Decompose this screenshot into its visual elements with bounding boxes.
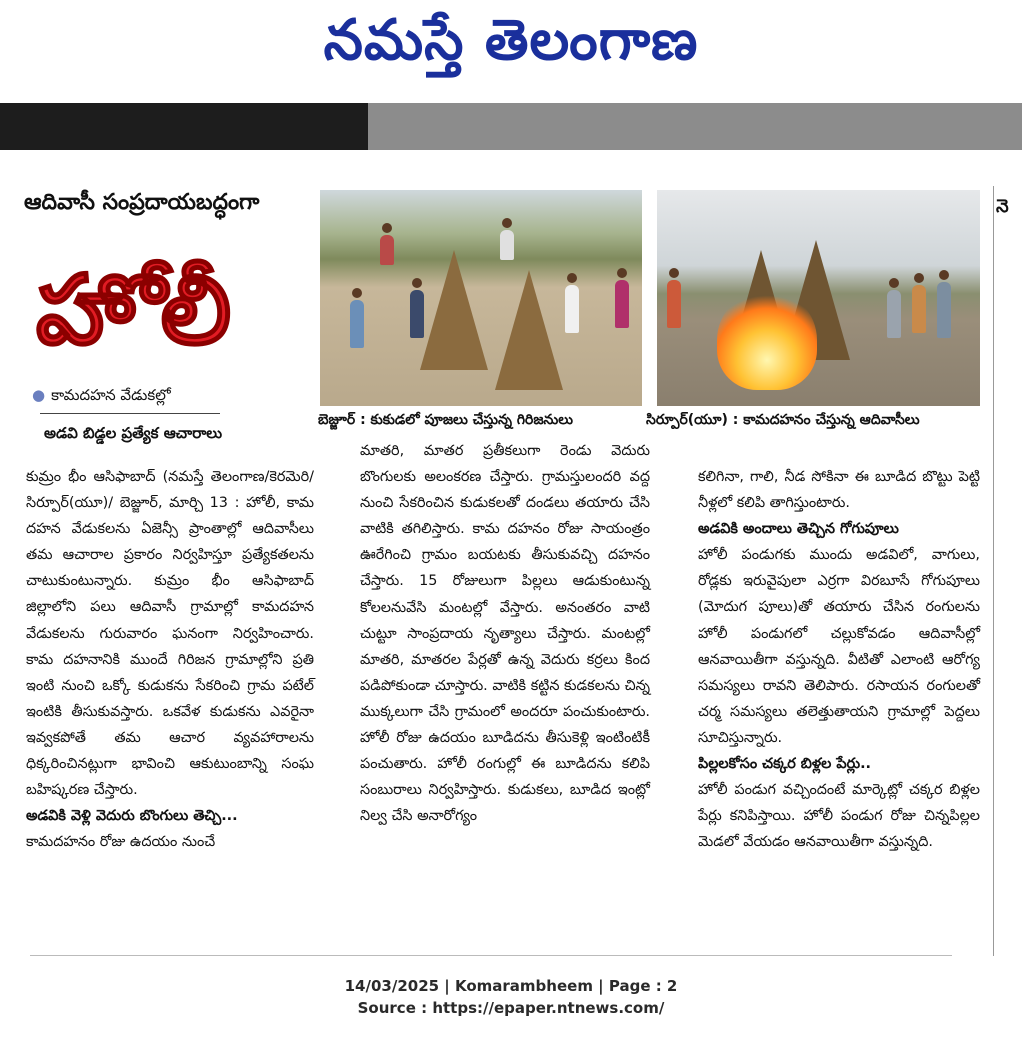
fire [717,290,817,390]
paragraph: కుమ్రం భీం ఆసిఫాబాద్ (నమస్తే తెలంగాణ/కెరమెరి/సిర్పూర్(యూ)/ బెజ్జూర్, మార్చి 13 : హోలీ, కామ దహన వేడుకలను ఏజెన్సీ ప్రాంతాల్లో ఆదివాసీలు తమ ఆచారాల ప్రకారం నిర్వహిస్తూ ప్రత్యేకతలను చాటుకుంటున్నారు. కుమ్రం భీం ఆసిఫాబాద్ జిల్లాలోని పలు ఆదివాసీ గ్రామాల్లో కామదహన వేడుకలను గురువారం ఘనంగా నిర్వహించారు. కామ దహనానికి ముందే గిరిజన గ్రామాల్లోని ప్రతి ఇంటి నుంచి ఒక్కో కుడుకను సేకరించి గ్రామ పటేల్ ఇంటికి తీసుకువస్తారు. ఒకవేళ కుడుకను ఎవరైనా ఇవ్వకపోతే తమ ఆచార వ్యవహారాలను ధిక్కరించినట్లుగా భావించి ఆకుటుంబాన్ని సంఘ బహిష్కరణ చేస్తారు. [26,469,314,799]
bullet-icon: ● [32,386,46,404]
person [912,285,926,333]
bonfire-stack [420,250,488,370]
paragraph: కలిగినా, గాలి, నీడ సోకినా ఈ బూడిద బొట్టు పెట్టి నీళ్లలో కలిపి తాగిస్తుంటారు. [698,469,980,512]
footer-divider [30,955,952,956]
divider [40,413,220,414]
article-sub-deck: అడవి బిడ్డల ప్రత్యేక ఆచారాలు [44,424,223,442]
masthead [0,0,1022,100]
header-band-dark [0,103,368,150]
bullet-text: కామదహన వేడుకల్లో [51,386,171,404]
paragraph: హోలీ పండుగకు ముందు అడవిలో, వాగులు, రోడ్లకు ఇరువైపులా ఎర్రగా విరబూసే గోగుపూలు (మోదుగ పూలు)తో తయారు చేసిన రంగులను హోలీ పండుగలో చల్లుకోవడం ఆదివాసీల్లో ఆనవాయితీగా వస్తున్నది. వీటితో ఎలాంటి ఆరోగ్య సమస్యలు రావని తెలిపారు. రసాయన రంగులతో చర్మ సమస్యలు తలెత్తుతాయని గ్రామాల్లో పెద్దలు సూచిస్తున్నారు. [698,547,980,746]
person [667,280,681,328]
masthead-title: నమస్తే తెలంగాణ [323,8,699,73]
article-headline: హోలీ [36,254,230,366]
person [500,230,514,260]
person [380,235,394,265]
paragraph: హోలీ పండుగ వచ్చిందంటే మార్కెట్లో చక్కర బిళ్లల పేర్లు కనిపిస్తాయి. హోలీ పండుగ రోజు చిన్నపిల్లల మెడలో వేయడం ఆనవాయితీగా వస్తున్నది. [698,782,980,851]
paragraph: కామదహనం రోజు ఉదయం నుంచే [26,834,216,851]
article-subhead: పిల్లలకోసం చక్కర బిళ్లల పేర్లు.. [698,756,872,773]
person [615,280,629,328]
photo-holi-ritual [320,190,642,406]
column-divider [993,186,994,956]
footer-source: Source : https://epaper.ntnews.com/ [357,999,665,1017]
person [350,300,364,348]
article-bullet [32,386,332,408]
paragraph: మాతరి, మాతర ప్రతీకలుగా రెండు వెదురు బొంగులకు అలంకరణ చేస్తారు. గ్రామస్తులందరి వద్ద నుంచి సేకరించిన కుడుకలతో దండలు తయారు చేసి వాటికి తగిలిస్తారు. కామ దహనం రోజు సాయంత్రం ఊరేగించి గ్రామం బయటకు తీసుకువచ్చి దహనం చేస్తారు. 15 రోజులుగా పిల్లలు ఆడుకుంటున్న కోలలనువేసి మంటల్లో వేస్తారు. అనంతరం వాటి చుట్టూ సాంప్రదాయ నృత్యాలు చేస్తారు. మంటల్లో మాతరి, మాతరల పేర్లతో ఉన్న వెదురు కర్రలు కింద పడిపోకుండా చూస్తారు. వాటికి కట్టిన కుడకలను చిన్న ముక్కలుగా చేసి గ్రామంలో అందరూ పంచుకుంటారు. హోలీ రోజు ఉదయం బూడిదను తీసుకెళ్లి ఇంటింటికీ పంచుతారు. హోలీ రంగుల్లో ఈ బూడిదను కలిపి సంబురాలు నిర్వహిస్తారు. కుడుకలు, బూడిద ఇంట్లో నిల్వ చేసి అనారోగ్యం [360,443,650,825]
article-subhead: అడవికి అందాలు తెచ్చిన గోగుపూలు [698,521,899,538]
person [410,290,424,338]
article-column-1 [26,464,314,855]
article-subhead: అడవికి వెళ్లి వెదురు బొంగులు తెచ్చి... [26,808,238,825]
person [565,285,579,333]
photo-caption: బెజ్జూర్ : కుకుడలో పూజలు చేస్తున్న గిరిజనులు [318,412,574,428]
article-column-2 [360,438,650,829]
bonfire-stack [495,270,563,390]
article-kicker: ఆదివాసీ సంప్రదాయబద్ధంగా [24,190,260,215]
article-column-3 [698,464,980,855]
person [887,290,901,338]
footer-date-page: 14/03/2025 | Komarambheem | Page : 2 [344,977,678,995]
photo-caption: సిర్పూర్(యూ) : కామదహనం చేస్తున్న ఆదివాసీలు [646,412,920,428]
photo-kamadahanam [657,190,980,406]
person [937,282,951,338]
clipped-adjacent-article: నె [996,196,1009,217]
